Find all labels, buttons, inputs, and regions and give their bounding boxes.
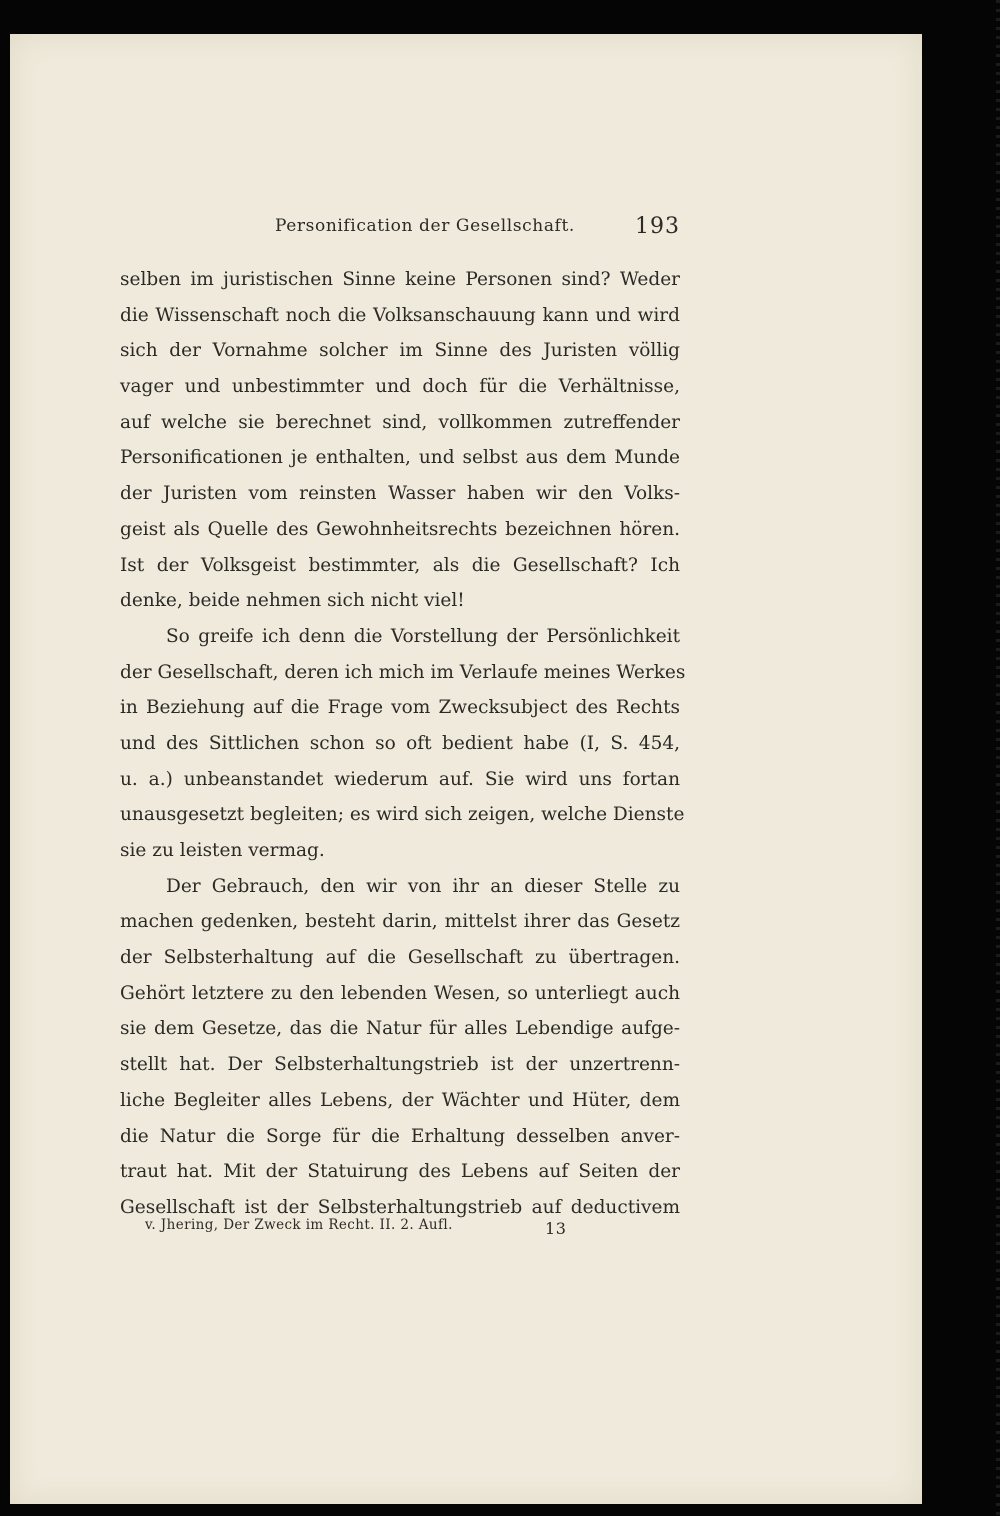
text-line: vager und unbestimmter und doch für die Verhältnisse,: [120, 376, 680, 398]
text-line: geist als Quelle des Gewohnheitsrechts bezeichnen hören.: [120, 518, 680, 540]
text-line: unausgesetzt begleiten; es wird sich zeigen, welche Dienste: [120, 804, 685, 826]
text-line: Gehört letztere zu den lebenden Wesen, so unterliegt auch: [120, 982, 680, 1004]
text-line: traut hat. Mit der Statuirung des Lebens auf Seiten der: [120, 1161, 680, 1183]
text-line: und des Sittlichen schon so oft bedient habe (I, S. 454,: [120, 732, 680, 754]
text-line: auf welche sie berechnet sind, vollkommen zutreffender: [120, 411, 680, 433]
text-line: sich der Vornahme solcher im Sinne des Juristen völlig: [120, 340, 680, 362]
page-edge-stack: [996, 0, 1000, 1516]
text-line: in Beziehung auf die Frage vom Zwecksubject des Rechts: [120, 697, 680, 719]
text-line: Ist der Volksgeist bestimmter, als die Gesellschaft? Ich: [120, 554, 680, 576]
text-line: Der Gebrauch, den wir von ihr an dieser Stelle zu: [166, 875, 680, 897]
text-line: Gesellschaft ist der Selbsterhaltungstrieb auf deductivem: [120, 1196, 680, 1218]
text-line: sie zu leisten vermag.: [120, 840, 325, 861]
sheet-number: 13: [545, 1219, 567, 1238]
text-line: machen gedenken, besteht darin, mittelst ihrer das Gesetz: [120, 911, 680, 933]
text-line: die Wissenschaft noch die Volksanschauung kann und wird: [120, 304, 680, 326]
text-line: selben im juristischen Sinne keine Personen sind? Weder: [120, 269, 680, 290]
text-line: u. a.) unbeanstandet wiederum auf. Sie wird uns fortan: [120, 768, 680, 790]
text-line: denke, beide nehmen sich nicht viel!: [120, 590, 465, 612]
text-line: sie dem Gesetze, das die Natur für alles Lebendige aufge-: [120, 1018, 680, 1040]
text-line: Personificationen je enthalten, und selbst aus dem Munde: [120, 447, 680, 469]
text-line: der Juristen vom reinsten Wasser haben wir den Volks-: [120, 483, 680, 505]
text-line: liche Begleiter alles Lebens, der Wächter und Hüter, dem: [120, 1089, 680, 1111]
text-line: der Selbsterhaltung auf die Gesellschaft zu übertragen.: [120, 947, 680, 969]
running-head: [120, 212, 680, 246]
text-line: So greife ich denn die Vorstellung der Persönlichkeit: [166, 625, 680, 647]
page-number: 193: [635, 214, 680, 239]
text-line: der Gesellschaft, deren ich mich im Verlaufe meines Werkes: [120, 661, 686, 683]
text-line: die Natur die Sorge für die Erhaltung desselben anver-: [120, 1125, 680, 1147]
text-line: stellt hat. Der Selbsterhaltungstrieb ist der unzertrenn-: [120, 1054, 680, 1076]
signature-line: v. Jhering, Der Zweck im Recht. II. 2. Aufl.: [145, 1217, 453, 1233]
running-title: Personification der Gesellschaft.: [275, 216, 575, 236]
body-text: [120, 262, 686, 1226]
page-footer: [145, 1215, 575, 1243]
